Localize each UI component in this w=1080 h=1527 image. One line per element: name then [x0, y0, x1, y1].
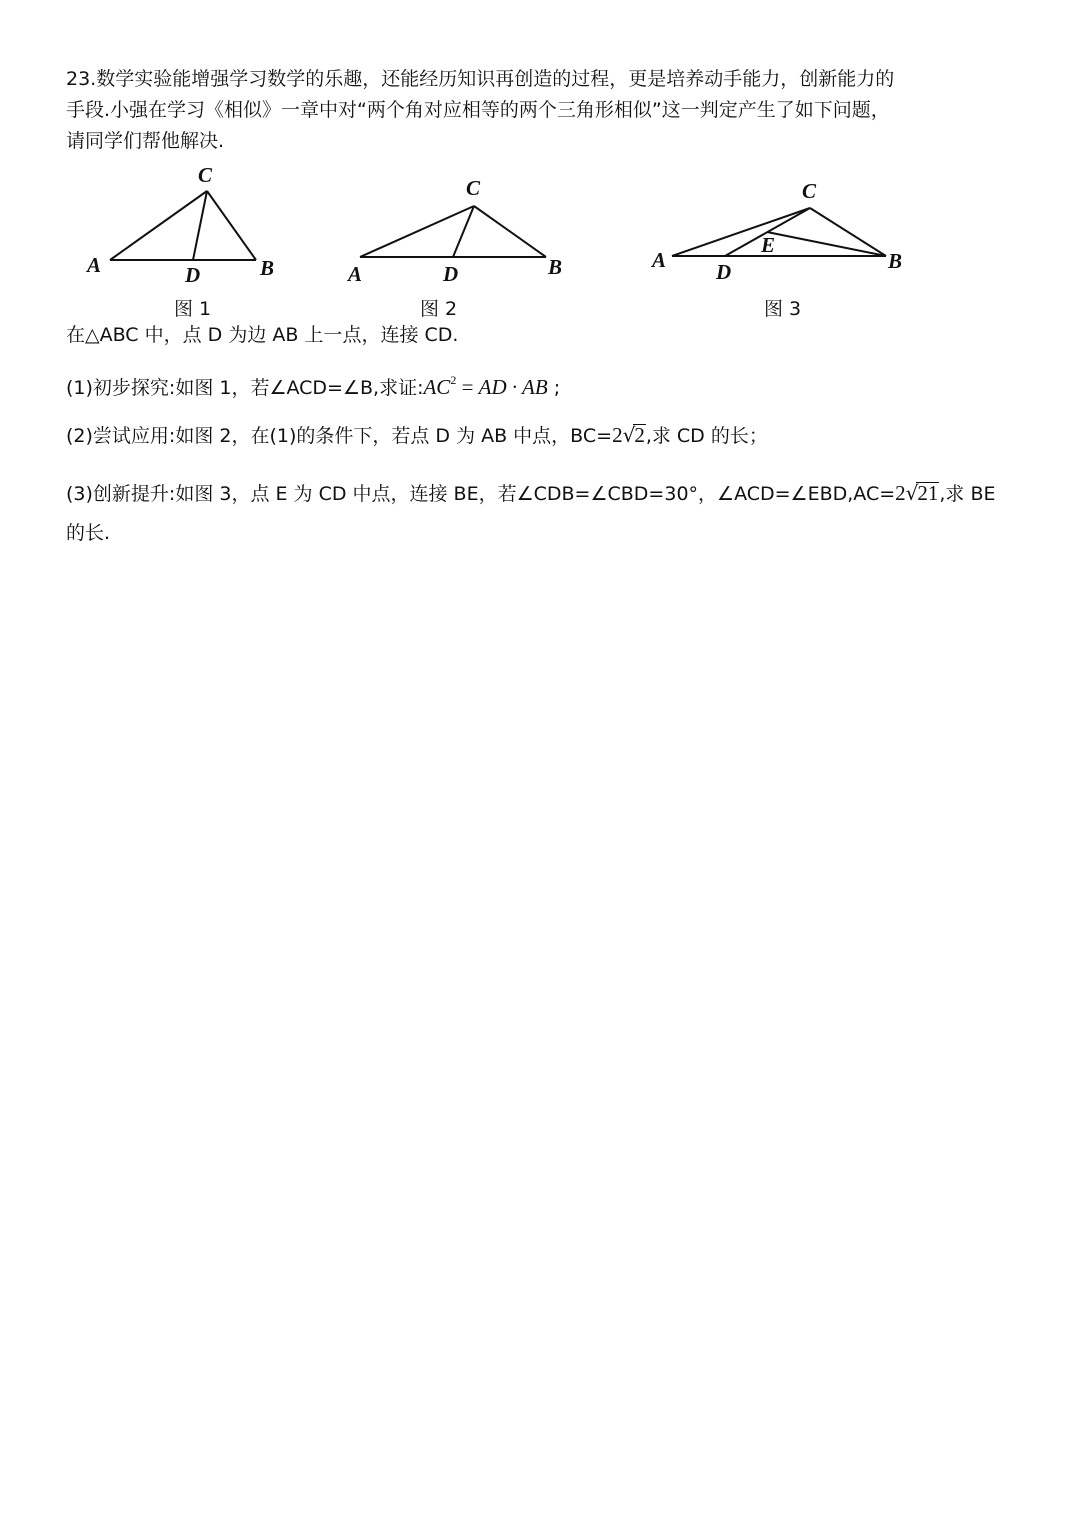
fig3-side-ac [672, 208, 810, 256]
fig1-segment-cd [193, 191, 207, 260]
fig3-label-b: B [888, 249, 903, 273]
part-1-text: (1)初步探究:如图 1，若∠ACD=∠B,求证: [66, 377, 424, 399]
fig3-label-c: C [802, 179, 817, 203]
ac-radicand: 21 [917, 481, 939, 505]
question-line-2: 手段.小强在学习《相似》一章中对“两个角对应相等的两个三角形相似”这一判定产生了如下问题， [66, 99, 890, 121]
fig2-label-b: B [548, 255, 563, 279]
fig2-side-bc [474, 206, 546, 257]
figure-1-caption: 图 1 [174, 298, 212, 320]
part-1-suffix: ; [547, 377, 561, 399]
figure-1 [80, 160, 300, 290]
figure-3-caption: 图 3 [764, 298, 802, 320]
formula-equals: = [456, 375, 479, 399]
fig1-side-ac [110, 191, 207, 260]
fig3-label-e: E [761, 233, 776, 257]
part-3-suffix: ,求 BE [939, 483, 996, 505]
fig1-label-b: B [260, 256, 275, 280]
fig1-label-a: A [87, 253, 102, 277]
formula-ad-ab: AD · AB [478, 375, 548, 399]
ac-coefficient: 2 [895, 481, 906, 505]
part-3-line-2: 的长. [66, 522, 111, 544]
formula-ac: AC [423, 375, 451, 399]
fig2-label-c: C [466, 176, 481, 200]
fig2-label-d: D [443, 262, 459, 286]
part-2-suffix: ,求 CD 的长； [645, 425, 768, 447]
problem-setup: 在△ABC 中，点 D 为边 AB 上一点，连接 CD. [66, 324, 459, 346]
fig3-label-a: A [652, 248, 667, 272]
part-2 [66, 418, 768, 453]
figure-2-caption: 图 2 [420, 298, 458, 320]
question-line-1: 23.数学实验能增强学习数学的乐趣，还能经历知识再创造的过程，更是培养动手能力，创新能力的 [66, 68, 895, 90]
part-3 [66, 476, 996, 511]
part-3-text: (3)创新提升:如图 3，点 E 为 CD 中点，连接 BE，若∠CDB=∠CBD=30°，∠ACD=∠EBD,AC= [66, 483, 896, 505]
bc-radicand: 2 [634, 423, 645, 447]
fig2-label-a: A [348, 262, 363, 286]
radical-sign-icon: √ [905, 481, 919, 505]
question-line-3: 请同学们帮他解决. [66, 130, 225, 152]
part-1 [66, 363, 560, 405]
part-2-text: (2)尝试应用:如图 2，在(1)的条件下，若点 D 为 AB 中点，BC= [66, 425, 613, 447]
fig1-label-d: D [185, 263, 201, 287]
bc-coefficient: 2 [612, 423, 623, 447]
figure-2 [340, 175, 580, 290]
fig3-label-d: D [716, 260, 732, 284]
formula-exponent: 2 [450, 373, 457, 387]
radical-sign-icon: √ [622, 423, 636, 447]
fig1-label-c: C [198, 163, 213, 187]
fig1-side-bc [207, 191, 256, 260]
figure-3 [640, 175, 930, 290]
